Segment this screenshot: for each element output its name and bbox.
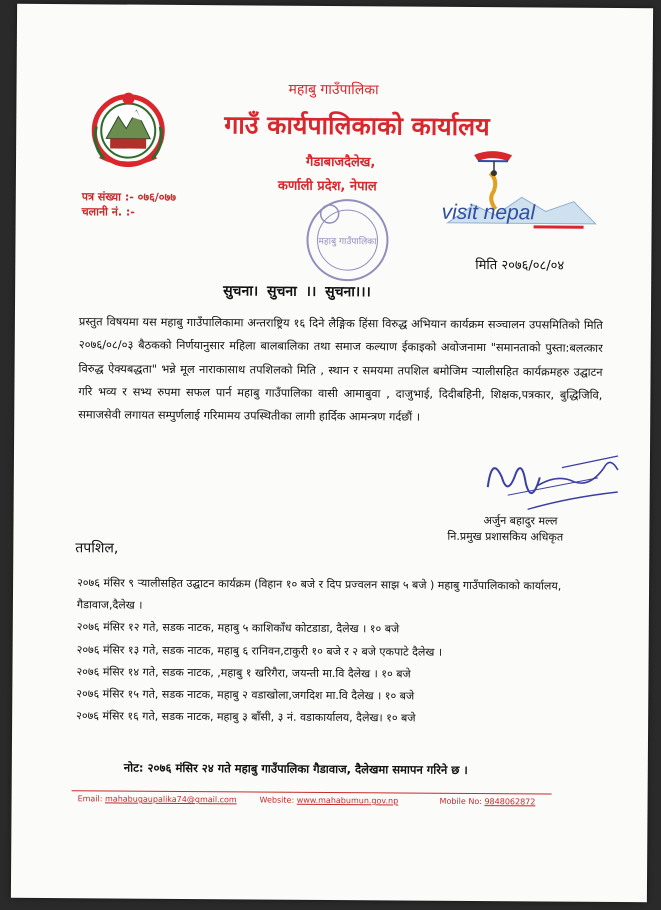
email-label: Email: [77, 794, 103, 804]
office-stamp [299, 194, 396, 285]
dispatch-number: चलानी नं. :- [81, 205, 135, 219]
visit-nepal-logo [434, 149, 603, 234]
mobile-label: Mobile No: [439, 796, 482, 807]
visit-nepal-text: visit nepal [441, 200, 536, 225]
address-line-1: गैडाबाजदैलेख, [305, 154, 376, 171]
notice-heading: सुचना। सुचना ।। सुचना।।। [223, 283, 371, 301]
office-title: गाउँ कार्यपालिकाको कार्यालय [224, 110, 490, 142]
schedule-item: २०७६ मंसिर १२ गते, सडक नाटक, महाबु ५ काशिकाँध कोटडाडा, दैलेख । १० बजे [76, 620, 400, 636]
email-link[interactable]: mahabugaupalika74@gmail.com [104, 794, 237, 805]
letter-date: मिति २०७६/०८/०४ [475, 257, 565, 274]
footer-mobile [440, 797, 536, 807]
website-label: Website: [259, 795, 295, 805]
address-line-2: कर्णाली प्रदेश, नेपाल [277, 178, 377, 195]
closing-note: नोट: २०७६ मंसिर २४ गते महाबु गाउँपालिका गैडावाज, दैलेखमा समापन गरिने छ । [123, 760, 468, 777]
stamp-text: महाबु गाउँपालिका [318, 236, 377, 248]
letter-page [11, 4, 653, 902]
mobile-number: 9848062872 [484, 797, 536, 807]
schedule-item: २०७६ मंसिर १३ गते, सडक नाटक, महाबु ६ रानिवन,टाकुरी १० बजे र २ बजे एकपाटे दैलेख । [76, 642, 443, 659]
municipality-name: महाबु गाउँपालिका [288, 81, 379, 99]
signature-ink [478, 447, 628, 520]
schedule-item: २०७६ मंसिर १४ गते, सडक नाटक, ,महाबु १ खरिगैरा, जयन्ती मा.वि दैलेख । १० बजे [76, 665, 411, 681]
signatory-title: नि.प्रमुख प्रशासकिय अधिकृत [447, 529, 564, 544]
footer-website [260, 796, 399, 806]
nepal-emblem-icon [86, 86, 171, 171]
schedule-heading: तपशिल, [75, 540, 119, 557]
schedule-list [76, 572, 617, 731]
schedule-item: २०७६ मंसिर ९ र्‍यालीसहित उद्घाटन कार्यक्रम (विहान १० बजे र दिप प्रज्वलन साझ ५ बजे ) महाबु गाउँपालिकाको कार्यालय, गैडावाज,दैलेख । [76, 576, 562, 612]
schedule-item: २०७६ मंसिर १५ गते, सडक नाटक, महाबु २ वडाखोला,जगदिश मा.वि दैलेख । १० बजे [76, 687, 415, 703]
reference-number: पत्र संख्या :- ०७६/०७७ [81, 190, 177, 204]
schedule-item: २०७६ मंसिर १६ गते, सडक नाटक, महाबु ३ बाँसी, ३ नं. वडाकार्यालय, दैलेख। १० बजे [76, 709, 416, 725]
body-paragraph: प्रस्तुत विषयमा यस महाबु गाउँपालिकामा अन्तराष्ट्रिय १६ दिने लैङ्गिक हिंसा विरुद्ध अभियान कार्यक्रम सञ्चालन उपसमितिको मिति २०७६/०८/०३ बैठकको निर्णयानुसार महिला बालबालिका तथा समाज कल्याण ईकाइको अवोजनामा "समानताको पुस्ता:बलत्कार विरुद्ध ऐक्यबद्धता" भन्ने मूल नाराकासाथ तपशिलको मिति , स्थान र समयमा तपशिल बमोजिम र्‍यालीसहित कार्यक्रमहरु उद्घाटन गरि भव्य र सभ्य रुपमा सफल पार्न महाबु गाउँपालिका वासी आमाबुवा , दाजुभाई, दिदीबहिनी, शिक्षक,पत्रकार, बुद्धिजिवि, समाजसेवी लगायत सम्पुर्णलाई गरिमामय उपस्थितीका लागी हार्दिक आमन्त्रण गर्दछौं । [78, 315, 603, 424]
signatory-name: अर्जुन बहादुर मल्ल [483, 514, 558, 528]
footer-email [78, 794, 237, 804]
website-link[interactable]: www.mahabumun.gov.np [296, 795, 399, 806]
